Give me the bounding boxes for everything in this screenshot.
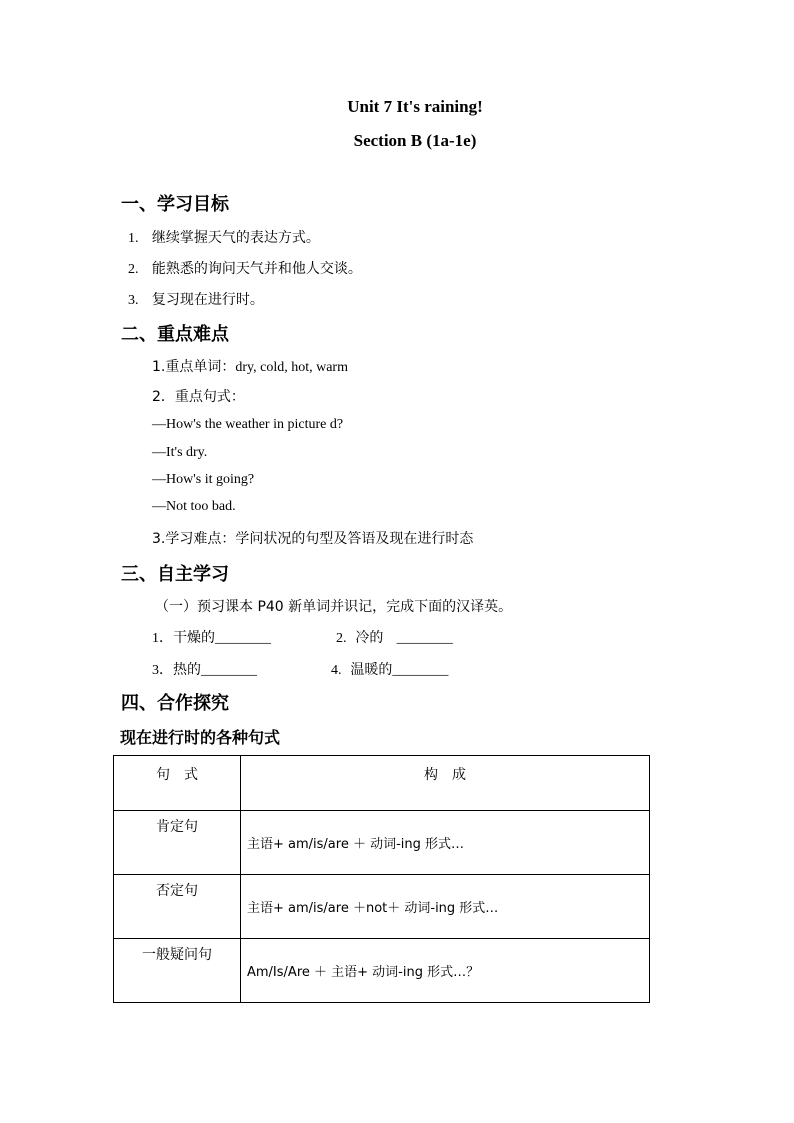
translation-word: 冷的 (355, 630, 384, 646)
sentence-type-cell: 一般疑问句 (114, 939, 241, 1003)
dialogue-line: —How's it going? (152, 472, 255, 487)
structure-cell: 主语+ am/is/are ＋not＋ 动词-ing 形式… (241, 875, 650, 939)
table-row (114, 939, 650, 1003)
translation-word: 温暖的 (350, 662, 393, 678)
table-row (114, 811, 650, 875)
objective-text: 复习现在进行时。 (151, 292, 264, 308)
objective-item (128, 227, 320, 247)
table-title: 现在进行时的各种句式 (120, 728, 281, 747)
column-header-structure: 构 成 (241, 756, 650, 811)
objective-number: 3. (128, 293, 139, 308)
table-header-row (114, 756, 650, 811)
objective-text: 继续掌握天气的表达方式。 (151, 230, 320, 246)
document-subtitle: Section B (1a-1e) (353, 131, 477, 150)
section-heading-self-study: 三、自主学习 (121, 564, 229, 585)
sentence-type-cell: 否定句 (114, 875, 241, 939)
sentence-type-cell: 肯定句 (114, 811, 241, 875)
dialogue-line: —Not too bad. (152, 499, 236, 514)
translation-item (331, 659, 448, 679)
section-heading-objectives: 一、学习目标 (121, 194, 229, 215)
objective-item (128, 258, 362, 278)
translation-item (152, 659, 257, 679)
translation-number: 1． (152, 631, 173, 646)
key-words-label: 1.重点单词： (152, 359, 236, 375)
present-continuous-table (113, 755, 650, 1003)
translation-item (336, 627, 453, 647)
key-words-list: dry, cold, hot, warm (235, 360, 348, 375)
objective-number: 2. (128, 262, 139, 277)
key-words-line (152, 356, 348, 376)
answer-blank[interactable]: ________ (201, 663, 257, 678)
structure-cell: Am/Is/Are ＋ 主语+ 动词-ing 形式…？ (241, 939, 650, 1003)
answer-blank[interactable]: ________ (396, 631, 453, 646)
translation-number: 3． (152, 663, 173, 678)
answer-blank[interactable]: ________ (392, 663, 449, 678)
section-heading-key-points: 二、重点难点 (121, 324, 229, 345)
translation-number: 2. (336, 631, 347, 646)
objective-text: 能熟悉的询问天气并和他人交谈。 (151, 261, 362, 277)
self-study-instruction: （一）预习课本 P40 新单词并识记，完成下面的汉译英。 (155, 599, 513, 615)
dialogue-line: —It's dry. (152, 445, 208, 460)
section-heading-cooperation: 四、合作探究 (121, 693, 229, 714)
difficulty-line: 3.学习难点：学问状况的句型及答语及现在进行时态 (152, 531, 474, 547)
table-row (114, 875, 650, 939)
structure-cell: 主语+ am/is/are ＋ 动词-ing 形式… (241, 811, 650, 875)
answer-blank[interactable]: ________ (215, 631, 271, 646)
translation-number: 4. (331, 663, 342, 678)
translation-item (152, 627, 271, 647)
column-header-sentence-type: 句 式 (114, 756, 241, 811)
document-title: Unit 7 It's raining! (347, 97, 483, 116)
dialogue-line: —How's the weather in picture d? (152, 417, 344, 432)
translation-word: 干燥的 (173, 630, 215, 646)
key-sentences-label: 2．重点句式： (152, 389, 245, 405)
objective-number: 1. (128, 231, 139, 246)
objective-item (128, 289, 264, 309)
translation-word: 热的 (173, 662, 201, 678)
